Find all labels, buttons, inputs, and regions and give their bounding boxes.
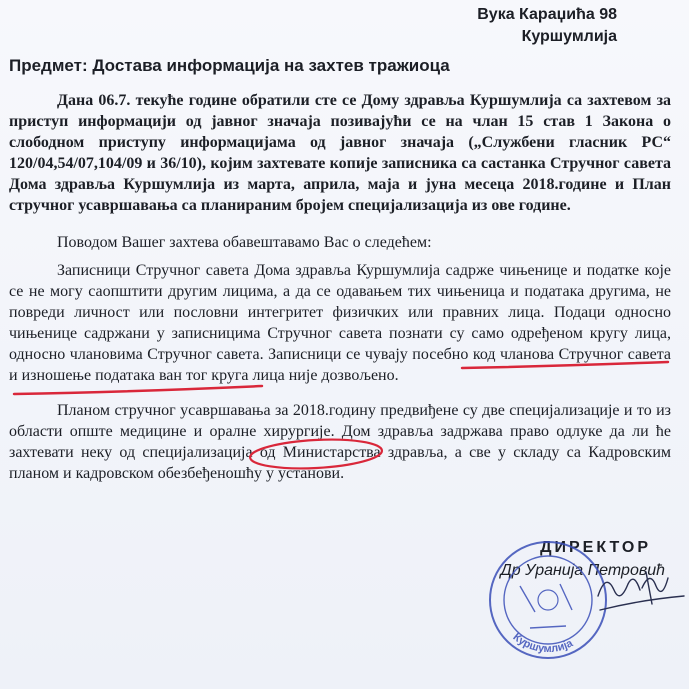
paragraph-training-end: Дом здравља задржава право одлуке да ли ће захтевати неку од специјализација од Министарства здравља, а све у складу са Кадровским планом и кадровском обезбеђеношћу у установи.: [9, 423, 671, 482]
address-city: Куршумлија: [521, 28, 617, 45]
red-underline-1: [462, 362, 668, 368]
red-underline-2: [14, 386, 262, 394]
subject-line: Предмет: Достава информација на захтев тражиоца: [9, 56, 450, 75]
stamp-text: Куршумлија: [510, 631, 575, 656]
paragraph-minutes-end: и изношење података ван тог круга лица није дозвољено.: [9, 367, 399, 384]
paragraph-intro-text: Поводом Вашег захтева обавештавамо Вас о следећем:: [57, 234, 432, 251]
underlined-phrase: Записници се чувају посебно код чланова Стручног савета: [268, 346, 672, 363]
paragraph-request-text: Дана 06.7. текуће године обратили сте се Дому здравља Куршумлија са захтевом за приступ информацији од јавног значаја позивајући се на члан 15 став 1 Закона о слободном приступу информацијама од јавног значаја („Службени гласник РС“ 120/04,54/07,104/09 и 36/10), којим захтевате копије записника са састанка Стручног савета Дома здравља Куршумлија из марта, априла, маја и јуна месеца 2018.године и План стручног усавршавања са планираним бројем специјализација из ове године.: [9, 92, 671, 214]
handwritten-signature: [598, 572, 684, 610]
paragraph-training-text: Планом стручног усавршавања за 2018.годину предвиђене су две специјализације и то из области опште медицине и: [9, 402, 671, 440]
official-stamp: [490, 542, 606, 658]
paragraph-minutes-text: Записници Стручног савета Дома здравља Куршумлија садрже чињенице и податке које се не могу саопштити другим лицима, а да се одавањем тих чињеница и података другима, не повреди личност или пословни интегритет физичких или правних лица. Подаци односно чињенице садржани у записницима Стручног савета познати су само одређеном кругу лица, односно члановима Стручног савета.: [9, 262, 671, 363]
signatory-name: Др Уранија Петровић: [500, 562, 665, 579]
address-street: Вука Караџића 98: [477, 6, 617, 23]
circled-phrase: оралне хирургије.: [209, 423, 335, 440]
signatory-title: ДИРЕКТОР: [540, 539, 651, 556]
red-circle-mark: [249, 437, 382, 472]
